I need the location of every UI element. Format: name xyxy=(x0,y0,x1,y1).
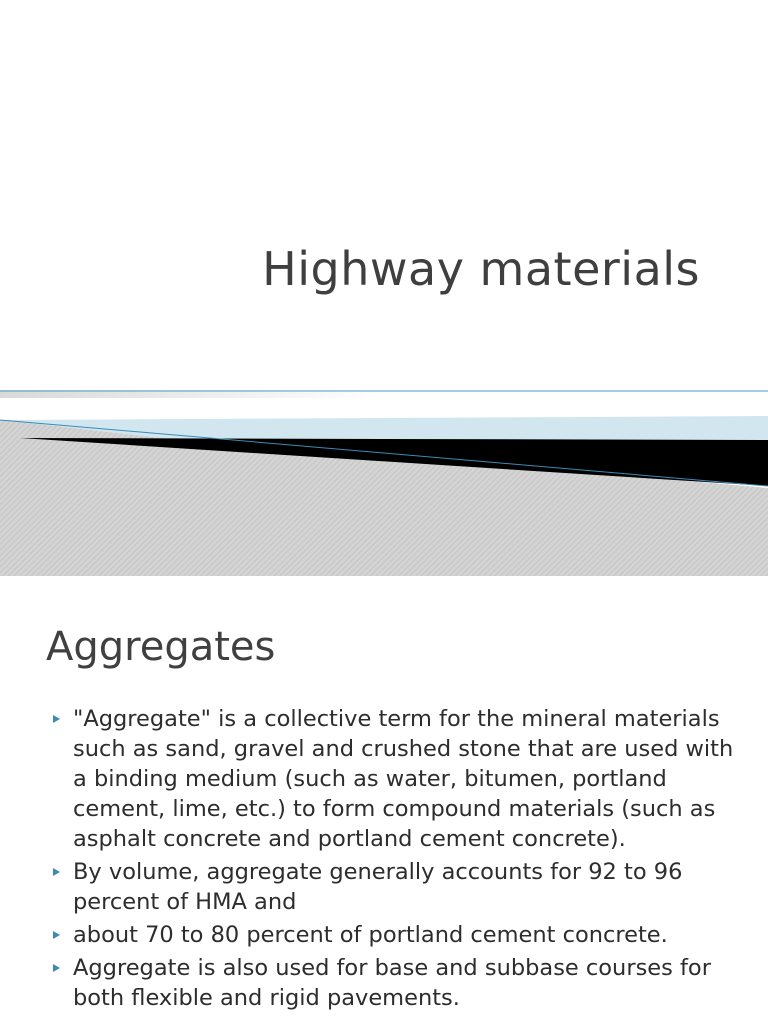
bullet-text: Aggregate is also used for base and subbase courses for both flexible and rigid pavements. xyxy=(73,955,711,1011)
decorative-stripe-band xyxy=(0,380,768,576)
content-slide xyxy=(0,576,768,1024)
bullet-item xyxy=(50,953,750,1013)
bullet-arrow-icon xyxy=(53,715,60,723)
bullet-arrow-icon xyxy=(53,931,60,939)
slide-title: Highway materials xyxy=(262,242,700,296)
bullet-item xyxy=(50,704,750,854)
bullet-item xyxy=(50,920,750,950)
bullet-arrow-icon xyxy=(53,964,60,972)
bullet-arrow-icon xyxy=(53,868,60,876)
bullet-text: about 70 to 80 percent of portland cement concrete. xyxy=(73,922,668,948)
bullet-text: By volume, aggregate generally accounts for 92 to 96 percent of HMA and xyxy=(73,859,683,915)
bullet-text: "Aggregate" is a collective term for the mineral materials such as sand, gravel and crushed stone that are used with a binding medium (such as water, bitumen, portland cement, lime, etc.) to form compound materials (such as asphalt concrete and portland cement concrete). xyxy=(73,706,734,852)
slide-heading: Aggregates xyxy=(46,624,276,670)
bullet-list xyxy=(50,704,750,1016)
bullet-item xyxy=(50,857,750,917)
